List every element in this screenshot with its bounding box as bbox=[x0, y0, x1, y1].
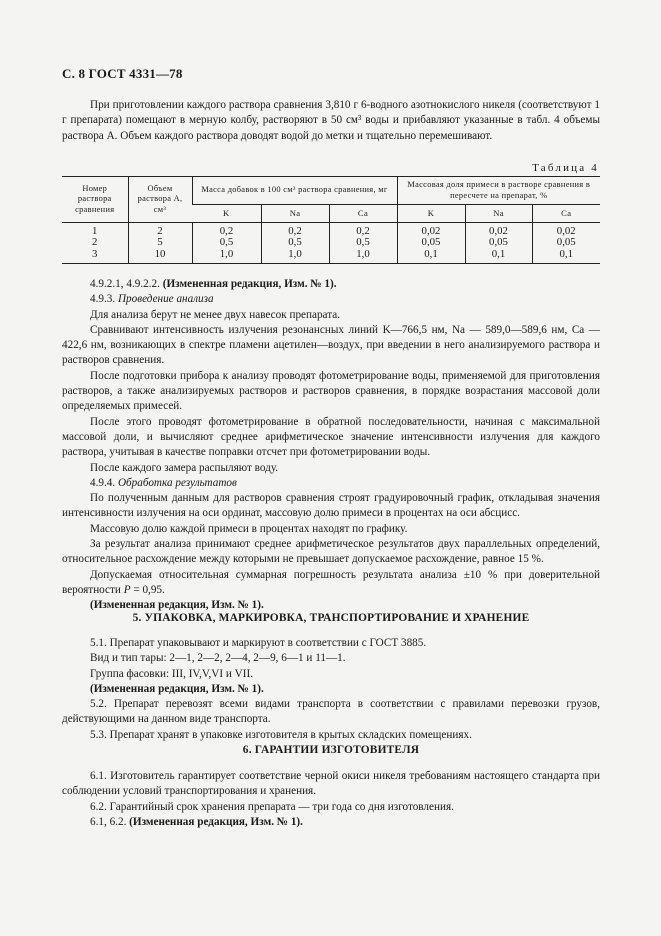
section-6-title: 6. ГАРАНТИИ ИЗГОТОВИТЕЛЯ bbox=[242, 744, 420, 756]
col-header-mass: Масса добавок в 100 см³ раствора сравнения, мг bbox=[192, 177, 397, 205]
table-row bbox=[62, 222, 600, 237]
table-cell: 0,05 bbox=[465, 237, 532, 249]
paragraph: 5.3. Препарат хранят в упаковке изготовителя в крытых складских помещениях. bbox=[90, 728, 472, 741]
paragraph: За результат анализа принимают среднее арифметическое результатов двух параллельных определений, относительное расхождение между которыми не превышает допускаемое расхождение, равное 15 %. bbox=[62, 538, 600, 566]
table-cell: 0,02 bbox=[465, 222, 532, 237]
table-cell: 0,5 bbox=[192, 237, 261, 249]
paragraph: Для анализа берут не менее двух навесок препарата. bbox=[90, 308, 341, 321]
section-4-block bbox=[62, 277, 600, 614]
table-cell: 0,1 bbox=[397, 249, 465, 263]
clause-numbers: 4.9.2.1, 4.9.2.2. bbox=[90, 278, 163, 290]
table-cell: 3 bbox=[62, 249, 128, 263]
paragraph: После этого проводят фотометрирование в обратной последовательности, начиная с максимальной массовой доли, и вычисляют среднее арифметическое значение интенсивности излучения для каждого раствора, учитывая в качестве поправки отсчет при фотометрировании воды. bbox=[62, 415, 600, 459]
paragraph: После подготовки прибора к анализу проводят фотометрирование воды, применяемой для приготовления растворов, а также анализируемых растворов и растворов сравнения, в порядке возрастания массовой доли определяемых примесей. bbox=[62, 369, 600, 413]
table-cell: 0,2 bbox=[261, 222, 329, 237]
paragraph bbox=[62, 277, 600, 292]
amendment-note: (Измененная редакция, Изм. № 1). bbox=[162, 278, 337, 290]
paragraph: 5.2. Препарат перевозят всеми видами транспорта в соответствии с правилами перевозки грузов, действующими на данном виде транспорта. bbox=[62, 698, 600, 726]
paragraph-text: Допускаемая относительная суммарная погрешность результата анализа ±10 % при доверительной вероятности bbox=[62, 568, 600, 596]
paragraph: Вид и тип тары: 2—1, 2—2, 2—4, 2—9, 6—1 и 11—1. bbox=[90, 652, 346, 665]
amendment-note: (Измененная редакция, Изм. № 1). bbox=[90, 599, 264, 612]
table-cell: 0,2 bbox=[329, 222, 397, 237]
subheading-title: Обработка результатов bbox=[117, 476, 237, 489]
table-cell: 0,05 bbox=[532, 237, 600, 249]
subheading-title: Проведение анализа bbox=[117, 293, 214, 306]
table-cell: 0,5 bbox=[329, 237, 397, 249]
table-cell: 0,05 bbox=[397, 237, 465, 249]
col-header-fraction: Массовая доля примеси в растворе сравнения в пересчете на препарат, % bbox=[397, 177, 600, 205]
amendment-note: (Измененная редакция, Изм. № 1). bbox=[90, 682, 264, 695]
paragraph: Массовую долю каждой примеси в процентах находят по графику. bbox=[90, 522, 408, 535]
clause-number: 4.9.4. bbox=[90, 476, 118, 489]
section-5-title: 5. УПАКОВКА, МАРКИРОВКА, ТРАНСПОРТИРОВАНИЕ И ХРАНЕНИЕ bbox=[132, 612, 530, 624]
paragraph: 6.1. Изготовитель гарантирует соответствие черной окиси никеля требованиям настоящего стандарта при соблюдении условий транспортирования и хранения. bbox=[62, 770, 600, 798]
table-cell: 0,2 bbox=[192, 222, 261, 237]
table-cell: 0,1 bbox=[465, 249, 532, 263]
col-header-number: Номер раствора сравнения bbox=[62, 177, 128, 223]
table-row bbox=[62, 237, 600, 249]
clause-number: 4.9.3. bbox=[90, 293, 118, 306]
sub-header-k: K bbox=[192, 205, 261, 223]
page-header: С. 8 ГОСТ 4331—78 bbox=[62, 66, 183, 81]
paragraph bbox=[62, 568, 600, 599]
table-cell: 1,0 bbox=[192, 249, 261, 263]
table-cell: 1 bbox=[92, 224, 98, 237]
sub-header-na: Na bbox=[465, 205, 532, 223]
paragraph: После каждого замера распыляют воду. bbox=[90, 461, 279, 474]
table-cell: 5 bbox=[128, 237, 192, 249]
table-caption: Таблица 4 bbox=[532, 162, 599, 174]
section-6-block bbox=[62, 769, 600, 830]
clause-numbers: 6.1, 6.2. bbox=[90, 815, 130, 828]
sub-header-k: K bbox=[397, 205, 465, 223]
paragraph: Группа фасовки: III, IV,V,VI и VII. bbox=[90, 667, 253, 680]
paragraph: По полученным данным для растворов сравнения строят градуировочный график, откладывая значения интенсивности излучения на оси ординат, массовую долю примеси в процентах на оси абсцисс. bbox=[62, 492, 600, 520]
sub-header-na: Na bbox=[261, 205, 329, 223]
intro-block bbox=[62, 98, 600, 144]
variable-p: P bbox=[123, 583, 131, 596]
sub-header-ca: Ca bbox=[532, 205, 600, 223]
subheading bbox=[62, 292, 600, 307]
paragraph: 6.2. Гарантийный срок хранения препарата — три года со дня изготовления. bbox=[90, 800, 454, 813]
table-cell: 0,1 bbox=[532, 249, 600, 263]
table-cell: 2 bbox=[128, 222, 192, 237]
intro-paragraph: При приготовлении каждого раствора сравнения 3,810 г 6-водного азотнокислого никеля (соответствуют 1 г препарата) помещают в мерную колбу, растворяют в 50 см³ воды и прибавляют указанные в табл. 4 объемы раствора А. Объем каждого раствора доводят водой до метки и тщательно перемешивают. bbox=[62, 99, 600, 142]
paragraph: Сравнивают интенсивность излучения резонансных линий K—766,5 нм, Na — 589,0—589,6 нм, Ca — 422,6 нм, возникающих в спектре пламени ацетилен—воздух, при введении в него анализируемого раствора и растворов сравнения. bbox=[62, 323, 600, 367]
section-5-block bbox=[62, 636, 600, 743]
table-cell: 10 bbox=[128, 249, 192, 263]
table-cell: 0,5 bbox=[261, 237, 329, 249]
table-4 bbox=[62, 176, 600, 264]
col-header-volume: Объем раствора А, см³ bbox=[128, 177, 192, 223]
subheading bbox=[62, 476, 600, 491]
table-cell: 0,02 bbox=[397, 222, 465, 237]
paragraph: 5.1. Препарат упаковывают и маркируют в соответствии с ГОСТ 3885. bbox=[90, 637, 427, 649]
paragraph-text: = 0,95. bbox=[130, 583, 165, 596]
amendment-note: (Измененная редакция, Изм. № 1). bbox=[129, 815, 303, 828]
table-cell: 0,02 bbox=[532, 222, 600, 237]
table-cell: 1,0 bbox=[261, 249, 329, 263]
table-cell: 1,0 bbox=[329, 249, 397, 263]
table-cell: 2 bbox=[92, 236, 98, 249]
table-row bbox=[62, 249, 600, 263]
paragraph bbox=[62, 815, 600, 830]
sub-header-ca: Ca bbox=[329, 205, 397, 223]
